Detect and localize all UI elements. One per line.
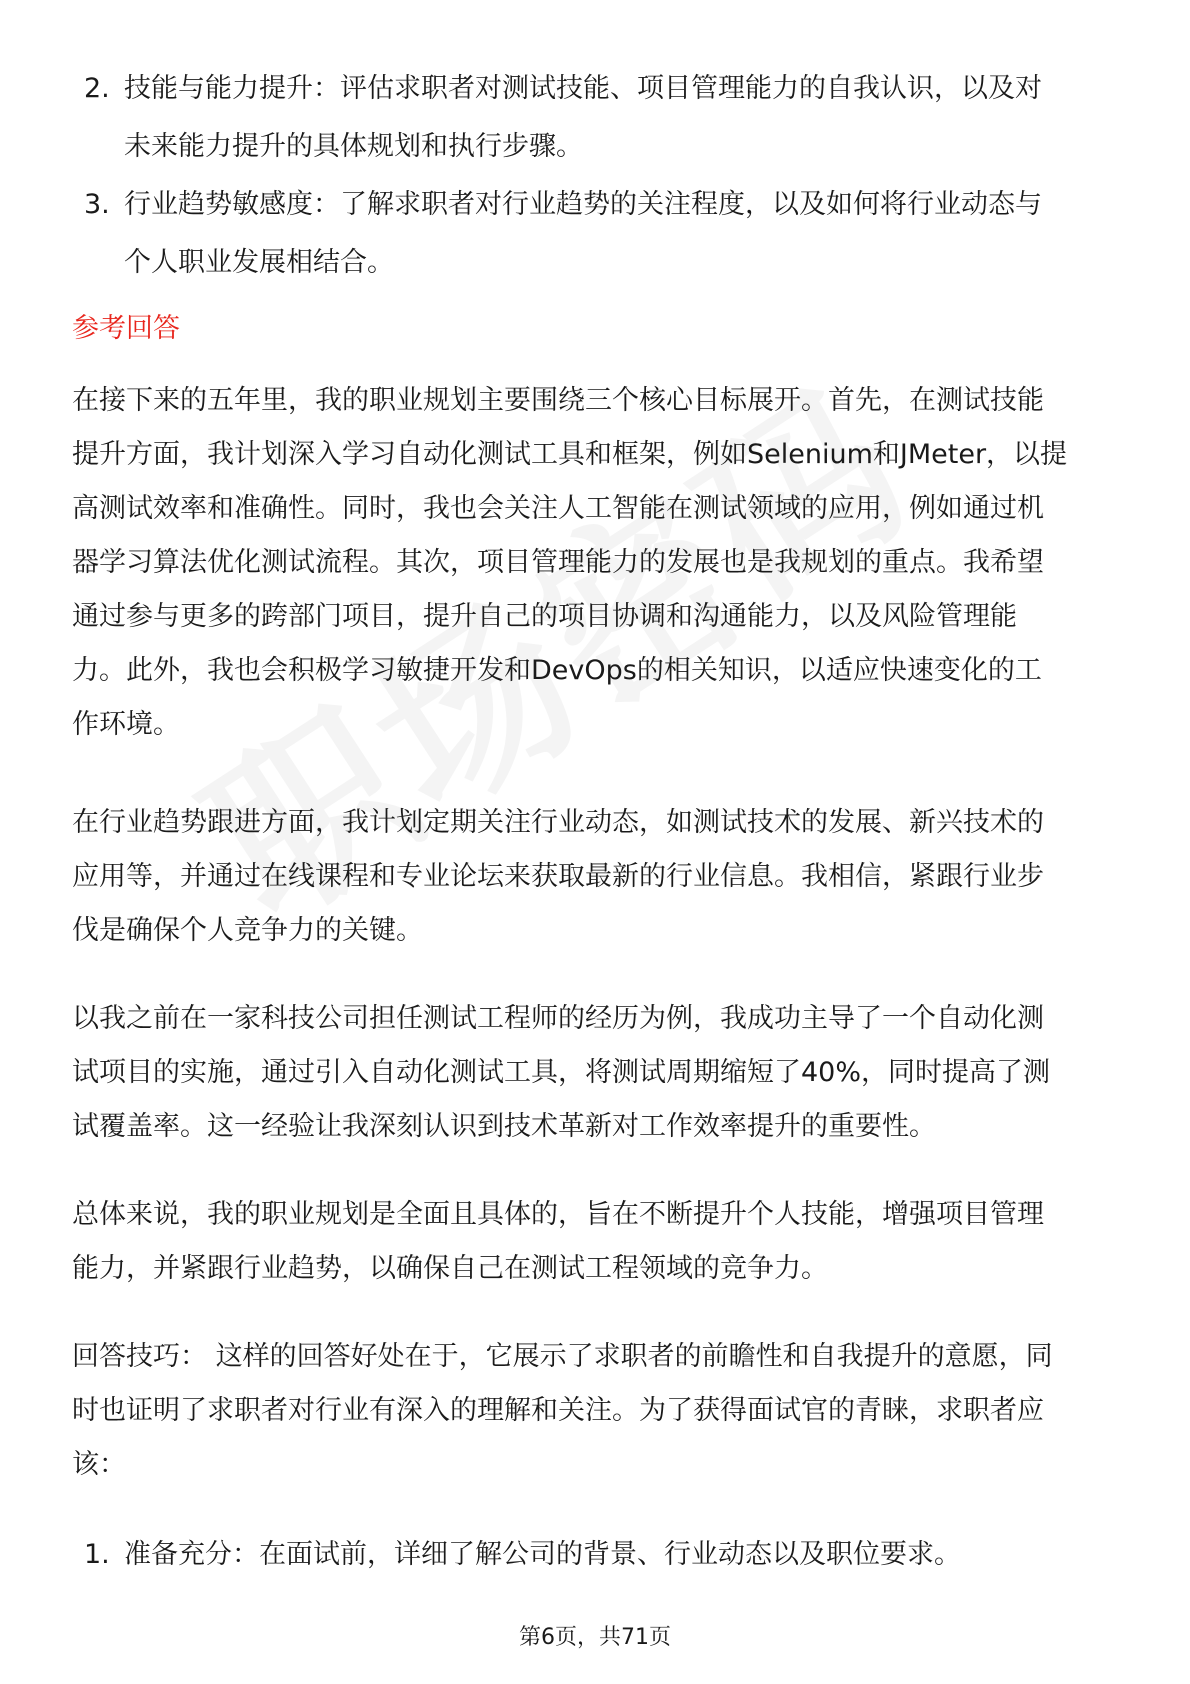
paragraph-line: 时也证明了求职者对行业有深入的理解和关注。为了获得面试官的青睐，求职者应 [72, 1395, 1044, 1426]
list-item-line: 未来能力提升的具体规划和执行步骤。 [124, 131, 583, 162]
paragraph-line: 总体来说，我的职业规划是全面且具体的，旨在不断提升个人技能，增强项目管理 [72, 1199, 1044, 1230]
list-item-number: 3. [84, 189, 110, 220]
paragraph-line: 能力，并紧跟行业趋势，以确保自己在测试工程领域的竞争力。 [72, 1253, 828, 1284]
list-item-line: 技能与能力提升：评估求职者对测试技能、项目管理能力的自我认识，以及对 [124, 73, 1042, 104]
list-item-line: 个人职业发展相结合。 [124, 247, 394, 278]
paragraph [72, 1330, 1122, 1492]
list-item-number: 2. [84, 73, 110, 104]
list-item-number: 1. [84, 1539, 110, 1570]
paragraph-line: 提升方面，我计划深入学习自动化测试工具和框架，例如Selenium和JMeter，以提 [72, 439, 1068, 470]
list-item [72, 1526, 1122, 1584]
paragraph-line: 试项目的实施，通过引入自动化测试工具，将测试周期缩短了40%，同时提高了测 [72, 1057, 1051, 1088]
page-footer: 第6页，共71页 [519, 1625, 671, 1650]
paragraph-line: 试覆盖率。这一经验让我深刻认识到技术革新对工作效率提升的重要性。 [72, 1111, 936, 1142]
paragraph [72, 796, 1122, 958]
paragraph-line: 在接下来的五年里，我的职业规划主要围绕三个核心目标展开。首先，在测试技能 [72, 385, 1044, 416]
paragraph-line: 该： [72, 1449, 126, 1480]
section-heading: 参考回答 [72, 313, 180, 344]
paragraph-line: 器学习算法优化测试流程。其次，项目管理能力的发展也是我规划的重点。我希望 [72, 547, 1044, 578]
page-content [72, 60, 1122, 1584]
list-item-line: 准备充分：在面试前，详细了解公司的背景、行业动态以及职位要求。 [124, 1539, 961, 1570]
paragraph-line: 回答技巧： 这样的回答好处在于，它展示了求职者的前瞻性和自我提升的意愿，同 [72, 1341, 1053, 1372]
list-item [72, 60, 1122, 176]
paragraph-line: 应用等，并通过在线课程和专业论坛来获取最新的行业信息。我相信，紧跟行业步 [72, 861, 1044, 892]
paragraph-line: 以我之前在一家科技公司担任测试工程师的经历为例，我成功主导了一个自动化测 [72, 1003, 1044, 1034]
paragraph [72, 374, 1122, 752]
list-item-line: 行业趋势敏感度：了解求职者对行业趋势的关注程度，以及如何将行业动态与 [124, 189, 1042, 220]
paragraph-line: 高测试效率和准确性。同时，我也会关注人工智能在测试领域的应用，例如通过机 [72, 493, 1044, 524]
paragraph [72, 992, 1122, 1154]
paragraph-line: 力。此外，我也会积极学习敏捷开发和DevOps的相关知识，以适应快速变化的工 [72, 655, 1042, 686]
paragraph-line: 在行业趋势跟进方面，我计划定期关注行业动态，如测试技术的发展、新兴技术的 [72, 807, 1044, 838]
paragraph-line: 通过参与更多的跨部门项目，提升自己的项目协调和沟通能力，以及风险管理能 [72, 601, 1017, 632]
list-item [72, 176, 1122, 292]
paragraph-line: 作环境。 [72, 709, 180, 740]
paragraph-line: 伐是确保个人竞争力的关键。 [72, 915, 423, 946]
paragraph [72, 1188, 1122, 1296]
